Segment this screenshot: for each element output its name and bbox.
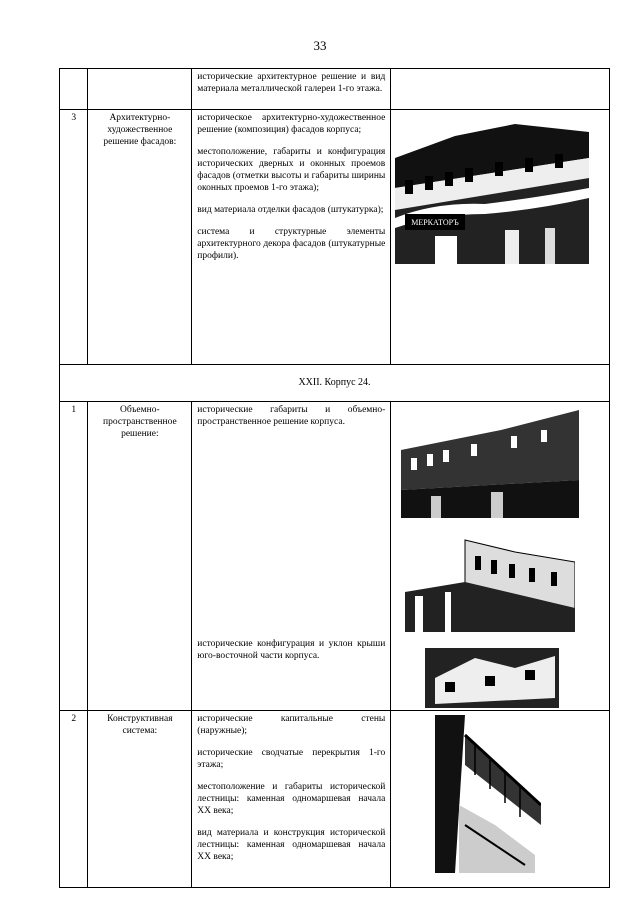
photo-cell <box>391 110 610 365</box>
section-heading: XXII. Корпус 24. <box>60 365 610 402</box>
photo-cell <box>391 402 610 711</box>
description-paragraph: исторические капитальные стены (наружные); <box>197 714 386 736</box>
table-row <box>60 711 610 888</box>
row-number: 3 <box>60 110 88 365</box>
table-row <box>60 402 610 711</box>
element-name: Конструктивная система: <box>88 711 192 888</box>
roof-photo <box>425 648 559 708</box>
building-photo-1-graphic <box>401 410 579 518</box>
description-paragraph: система и структурные элементы архитектурного декора фасадов (штукатурные профили). <box>197 227 386 261</box>
building-photo-2 <box>405 532 575 632</box>
protected-elements-table <box>59 68 610 888</box>
table-row <box>60 69 610 110</box>
description-paragraph: местоположение и габариты исторической лестницы: каменная одномаршевая начала XX века; <box>197 782 386 816</box>
row-number <box>60 69 88 110</box>
description-paragraph: исторические габариты и объемно-пространственное решение корпуса. <box>197 405 386 427</box>
facade-photo-graphic <box>395 118 589 264</box>
building-photo-1 <box>401 410 579 518</box>
row-number: 2 <box>60 711 88 888</box>
element-name <box>88 69 192 110</box>
staircase-photo <box>435 715 541 873</box>
row-number: 1 <box>60 402 88 711</box>
description-paragraph: вид материала и конструкция исторической лестницы: каменная одномаршевая начала XX века; <box>197 828 386 862</box>
table-row <box>60 365 610 402</box>
building-photo-2-graphic <box>405 532 575 632</box>
description-paragraph: исторические архитектурное решение и вид материала металлической галереи 1-го этажа. <box>197 72 386 94</box>
description-paragraph: историческое архитектурно-художественное решение (композиция) фасадов корпуса; <box>197 113 386 135</box>
element-name: Объемно-пространственное решение: <box>88 402 192 711</box>
description-paragraph: исторические конфигурация и уклон крыши юго-восточной части корпуса. <box>197 639 386 661</box>
table-row <box>60 110 610 365</box>
facade-photo <box>395 118 589 264</box>
element-description <box>192 110 391 365</box>
staircase-photo-graphic <box>435 715 541 873</box>
element-name: Архитектурно-художественное решение фасадов: <box>88 110 192 365</box>
element-description <box>192 402 391 711</box>
shop-sign-text: МЕРКАТОРЪ <box>411 218 460 227</box>
element-description <box>192 711 391 888</box>
description-paragraph: вид материала отделки фасадов (штукатурка); <box>197 205 384 215</box>
description-paragraph: исторические сводчатые перекрытия 1-го этажа; <box>197 748 386 770</box>
page-number: 33 <box>313 38 327 53</box>
element-description <box>192 69 391 110</box>
roof-photo-graphic <box>425 648 559 708</box>
photo-cell <box>391 69 610 110</box>
photo-cell <box>391 711 610 888</box>
description-paragraph: местоположение, габариты и конфигурация исторических дверных и оконных проемов фасадов (отметки высоты и габариты ширины оконных проемов 1-го этажа); <box>197 147 386 193</box>
